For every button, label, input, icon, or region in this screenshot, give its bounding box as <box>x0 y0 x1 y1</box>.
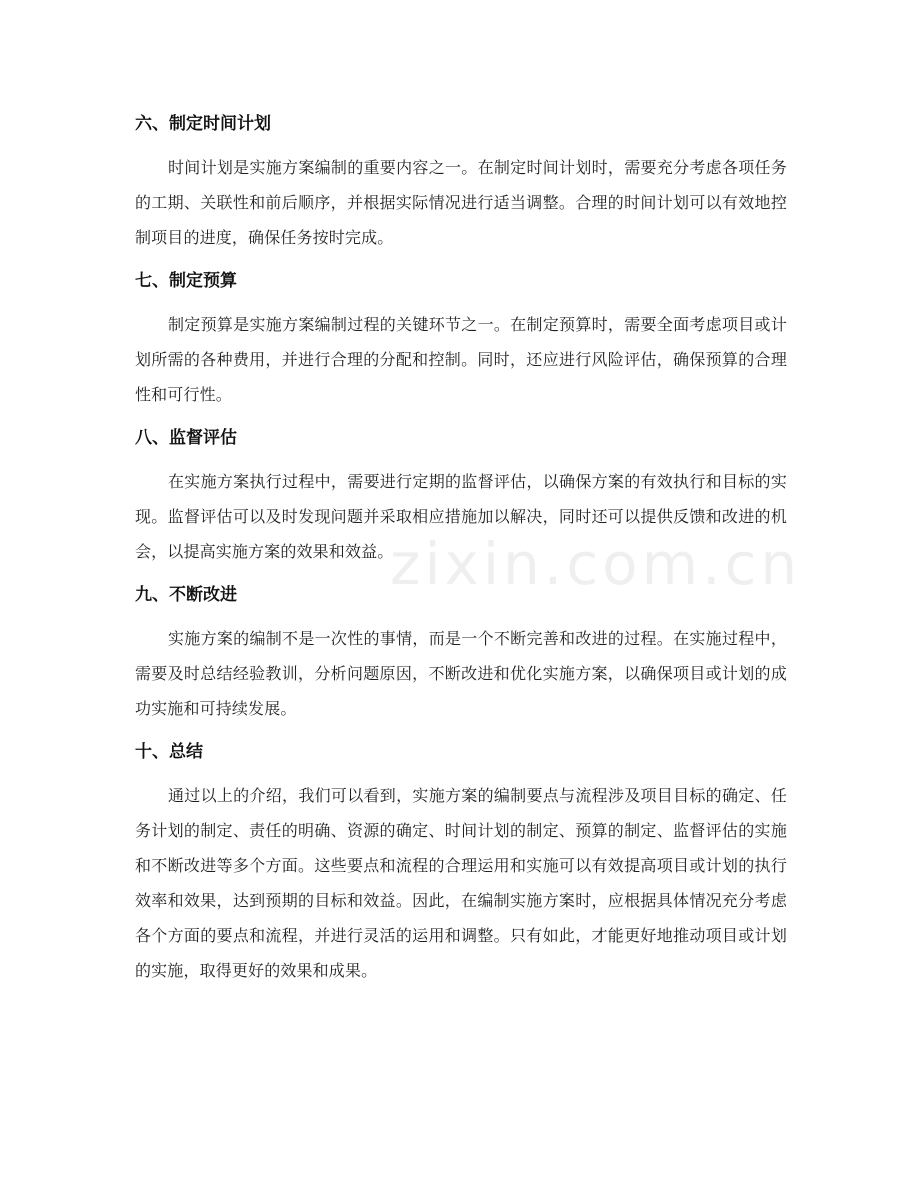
section-budget <box>135 261 787 412</box>
section-improvement <box>135 575 787 726</box>
watermark: zixin.com.cn <box>390 530 802 598</box>
section-heading: 九、不断改进 <box>135 585 237 605</box>
section-supervision <box>135 418 787 569</box>
section-paragraph: 制定预算是实施方案编制过程的关键环节之一。在制定预算时，需要全面考虑项目或计划所需的各种费用，并进行合理的分配和控制。同时，还应进行风险评估，确保预算的合理性和可行性。 <box>135 315 787 404</box>
document-body <box>135 104 787 994</box>
section-paragraph: 实施方案的编制不是一次性的事情，而是一个不断完善和改进的过程。在实施过程中，需要及时总结经验教训，分析问题原因，不断改进和优化实施方案，以确保项目或计划的成功实施和可持续发展。 <box>135 629 787 718</box>
section-time-plan <box>135 104 787 255</box>
section-paragraph: 时间计划是实施方案编制的重要内容之一。在制定时间计划时，需要充分考虑各项任务的工期、关联性和前后顺序，并根据实际情况进行适当调整。合理的时间计划可以有效地控制项目的进度，确保任务按时完成。 <box>135 158 787 247</box>
section-heading: 八、监督评估 <box>135 428 237 448</box>
section-summary <box>135 732 787 988</box>
section-paragraph: 在实施方案执行过程中，需要进行定期的监督评估，以确保方案的有效执行和目标的实现。监督评估可以及时发现问题并采取相应措施加以解决，同时还可以提供反馈和改进的机会，以提高实施方案的效果和效益。 <box>135 472 787 561</box>
section-paragraph: 通过以上的介绍，我们可以看到，实施方案的编制要点与流程涉及项目目标的确定、任务计划的制定、责任的明确、资源的确定、时间计划的制定、预算的制定、监督评估的实施和不断改进等多个方面。这些要点和流程的合理运用和实施可以有效提高项目或计划的执行效率和效果，达到预期的目标和效益。因此，在编制实施方案时，应根据具体情况充分考虑各个方面的要点和流程，并进行灵活的运用和调整。只有如此，才能更好地推动项目或计划的实施，取得更好的效果和成果。 <box>135 786 787 980</box>
section-heading: 十、总结 <box>135 742 203 762</box>
section-heading: 六、制定时间计划 <box>135 114 271 134</box>
section-heading: 七、制定预算 <box>135 271 237 291</box>
